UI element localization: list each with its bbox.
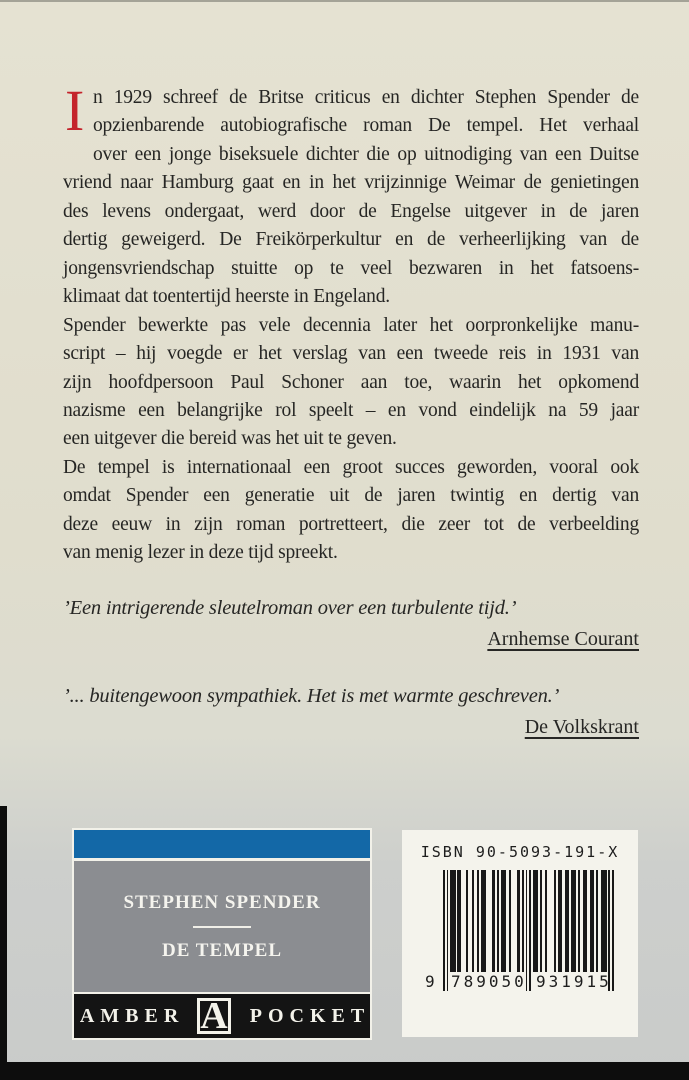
- body-line: een uitgever die bereid was het uit te geven.: [63, 428, 397, 450]
- publisher-gray-panel: [74, 861, 370, 992]
- body-line: omdat Spender een generatie uit de jaren twintig en dertig van: [63, 485, 639, 507]
- publisher-box: [72, 828, 372, 1040]
- dropcap-letter: I: [65, 78, 85, 143]
- press-quote-1: [63, 596, 639, 651]
- body-line: script – hij voegde er het verslag van een tweede reis in 1931 van: [63, 343, 639, 365]
- book-title: DE TEMPEL: [161, 939, 283, 961]
- blurb-text-block: [63, 78, 639, 568]
- blurb-paragraph-2: [63, 312, 639, 454]
- body-line: nazisme een belangrijke rol speelt – en vond eindelijk na 59 jaar: [63, 399, 639, 421]
- body-line: jongensvriendschap stuitte op te veel bezwaren in het fatsoens-: [63, 257, 639, 279]
- quote-source: Arnhemse Courant: [487, 628, 639, 650]
- body-line: n 1929 schreef de Britse criticus en dichter Stephen Spender de: [93, 87, 639, 108]
- body-line: vriend naar Hamburg gaat en in het vrijzinnige Weimar de genietingen: [63, 172, 639, 194]
- scan-edge-left: [0, 806, 7, 1080]
- amber-a-logo-icon: A: [197, 998, 230, 1034]
- body-line: klimaat dat toentertijd heerste in Engeland.: [63, 286, 390, 308]
- press-quote-2: [63, 684, 639, 739]
- publisher-blue-stripe: [74, 830, 370, 858]
- body-line: De tempel is internationaal een groot succes geworden, vooral ook: [63, 456, 639, 478]
- imprint-pocket: POCKET: [249, 1004, 371, 1027]
- body-line: van menig lezer in deze tijd spreekt.: [63, 542, 338, 564]
- quote-text: ’Een intrigerende sleutelroman over een turbulente tijd.’: [63, 597, 517, 619]
- body-line: dertig geweigerd. De Freikörperkultur en de verheerlijking van de: [63, 229, 639, 251]
- body-line: opzienbarende autobiografische roman De tempel. Het verhaal: [93, 115, 639, 137]
- isbn-text: ISBN 90-5093-191-X: [420, 843, 620, 861]
- imprint-band: [74, 994, 370, 1038]
- barcode-label: [402, 830, 638, 1037]
- body-line: des levens ondergaat, werd door de Engelse uitgever in de jaren: [63, 200, 639, 222]
- scan-edge-bottom: [0, 1062, 689, 1080]
- blurb-paragraph-3: [63, 454, 639, 568]
- divider-rule: [193, 926, 251, 928]
- author-name: STEPHEN SPENDER: [123, 891, 321, 913]
- body-line: over een jonge biseksuele dichter die op uitnodiging van een Duitse: [93, 143, 639, 165]
- quote-text: ’... buitengewoon sympathiek. Het is met warmte geschreven.’: [63, 685, 560, 707]
- ean-digits-right: 931915: [536, 972, 612, 991]
- blurb-paragraph-1: [63, 78, 639, 312]
- ean13-barcode: [425, 870, 615, 1020]
- scan-edge-top: [0, 0, 689, 2]
- imprint-amber: AMBER: [79, 1004, 185, 1027]
- ean-digit-first: 9: [425, 972, 435, 991]
- quote-source: De Volkskrant: [524, 716, 639, 738]
- body-line: deze eeuw in zijn roman portretteert, die zeer tot de verbeelding: [63, 513, 639, 535]
- ean-digits-left: 789050: [451, 972, 527, 991]
- body-line: zijn hoofdpersoon Paul Schoner aan toe, waarin het opkomend: [63, 371, 639, 393]
- body-line: Spender bewerkte pas vele decennia later het oorpronkelijke manu-: [63, 314, 639, 336]
